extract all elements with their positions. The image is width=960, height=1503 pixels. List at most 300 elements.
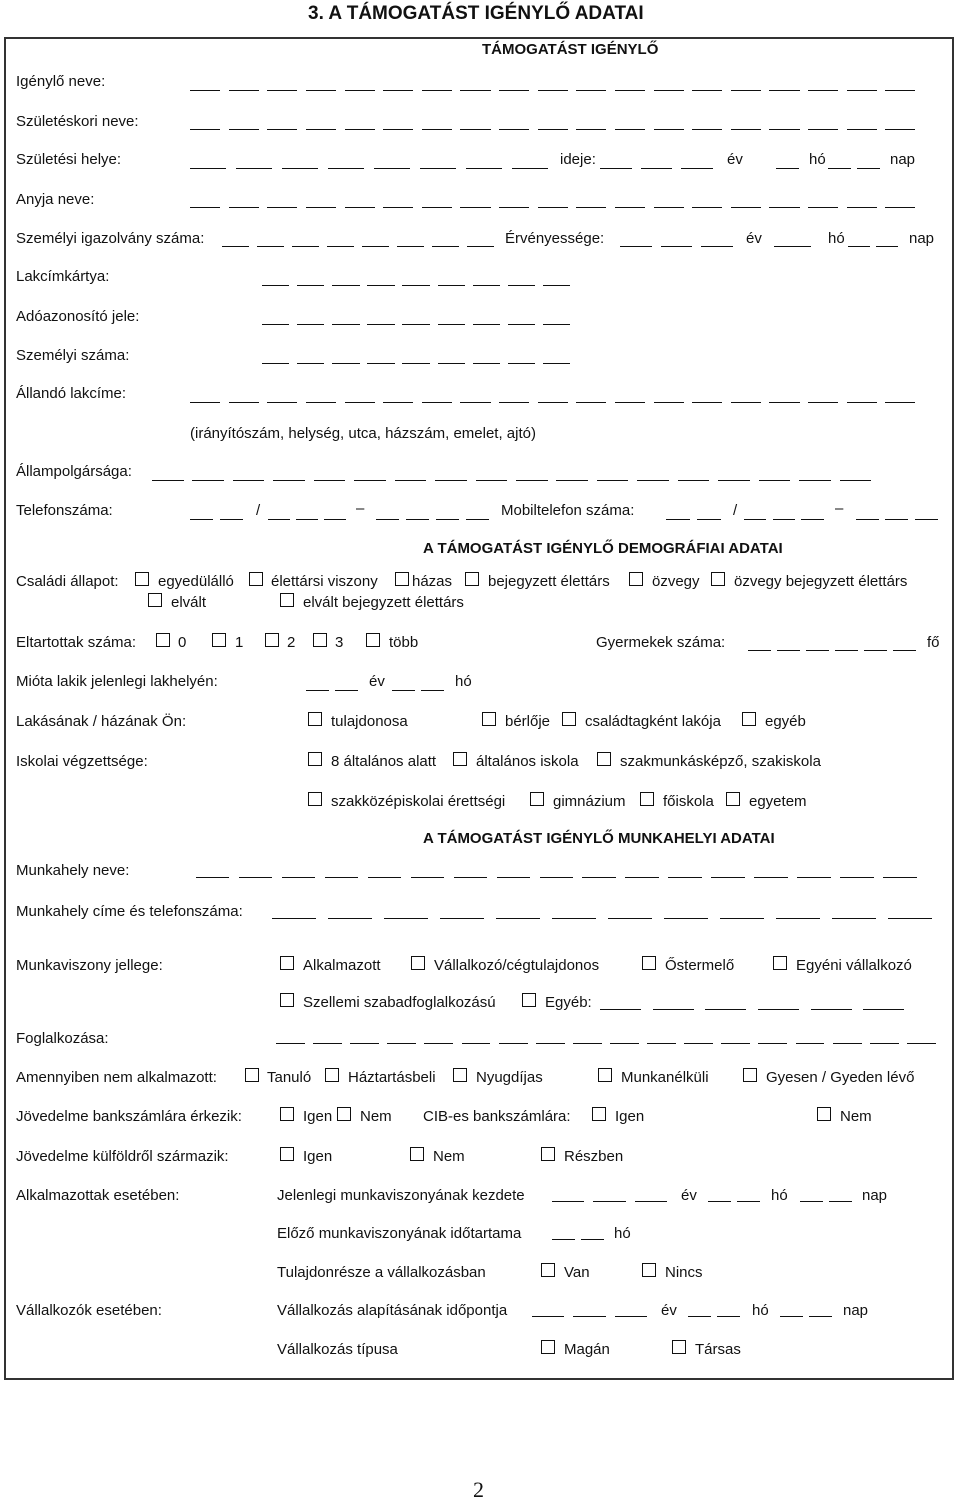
employment-employee-checkbox[interactable] xyxy=(280,956,294,970)
blank-segment xyxy=(422,129,452,130)
workplace-name-field[interactable] xyxy=(196,877,926,879)
mobile-part1-field[interactable] xyxy=(744,519,830,521)
marital-widow-label: özvegy xyxy=(652,573,700,590)
blank-segment xyxy=(476,480,508,481)
housing-family-label: családtagként lakója xyxy=(585,713,721,730)
children-field[interactable] xyxy=(748,650,922,652)
blank-segment xyxy=(661,246,693,247)
blank-segment xyxy=(847,402,877,403)
phone-part1-field[interactable] xyxy=(268,519,352,521)
blank-segment xyxy=(508,324,535,325)
blank-segment xyxy=(497,877,530,878)
citizenship-field[interactable] xyxy=(152,480,880,482)
blank-segment xyxy=(306,402,336,403)
blank-segment xyxy=(576,90,606,91)
dependents-3-label: 3 xyxy=(335,634,344,651)
address-hint: (irányítószám, helység, utca, házszám, emelet, ajtó) xyxy=(190,425,536,442)
dependents-0-label: 0 xyxy=(178,634,187,651)
birth-month-field[interactable] xyxy=(776,168,806,170)
blank-segment xyxy=(610,1043,639,1044)
tax-id-field[interactable] xyxy=(262,324,578,326)
marital-widow-checkbox[interactable] xyxy=(629,572,643,586)
blank-segment xyxy=(856,519,879,520)
blank-segment xyxy=(262,324,289,325)
edu-grammar-checkbox[interactable] xyxy=(530,792,544,806)
marital-married-checkbox[interactable] xyxy=(395,572,409,586)
blank-segment xyxy=(600,1009,641,1010)
workplace-heading: A TÁMOGATÁST IGÉNYLŐ MUNKAHELYI ADATAI xyxy=(423,830,775,847)
bank-no-label: Nem xyxy=(360,1108,392,1125)
blank-segment xyxy=(654,207,684,208)
address-card-field[interactable] xyxy=(262,285,578,287)
blank-segment xyxy=(422,402,452,403)
blank-segment xyxy=(847,129,877,130)
blank-segment xyxy=(327,246,354,247)
blank-segment xyxy=(597,480,629,481)
blank-segment xyxy=(362,246,389,247)
blank-segment xyxy=(512,168,548,169)
blank-segment xyxy=(328,168,364,169)
name-label: Igénylő neve: xyxy=(16,73,106,90)
blank-segment xyxy=(666,519,690,520)
blank-segment xyxy=(864,650,887,651)
blank-segment xyxy=(593,1201,625,1202)
blank-segment xyxy=(422,207,452,208)
current-start-month-field[interactable] xyxy=(708,1201,766,1203)
blank-segment xyxy=(769,207,799,208)
blank-segment xyxy=(883,877,916,878)
dependents-more-checkbox[interactable] xyxy=(366,633,380,647)
blank-segment xyxy=(345,129,375,130)
blank-segment xyxy=(282,168,318,169)
phone-part2-field[interactable] xyxy=(376,519,496,521)
blank-segment xyxy=(236,168,272,169)
blank-segment xyxy=(759,480,791,481)
blank-segment xyxy=(576,402,606,403)
page-number: 2 xyxy=(473,1477,484,1502)
blank-segment xyxy=(697,519,721,520)
marital-divorced-registered-checkbox[interactable] xyxy=(280,593,294,607)
tax-id-label: Adóazonosító jele: xyxy=(16,308,140,325)
bank-label: Jövedelme bankszámlára érkezik: xyxy=(16,1108,242,1125)
blank-segment xyxy=(885,519,908,520)
marital-single-checkbox[interactable] xyxy=(135,572,149,586)
ownership-no-checkbox[interactable] xyxy=(642,1263,656,1277)
blank-segment xyxy=(432,246,459,247)
founding-day-field[interactable] xyxy=(780,1316,838,1318)
blank-segment xyxy=(708,1201,731,1202)
blank-segment xyxy=(538,90,568,91)
validity-year-field[interactable] xyxy=(620,246,742,248)
dependents-2-checkbox[interactable] xyxy=(265,633,279,647)
employment-owner-checkbox[interactable] xyxy=(411,956,425,970)
validity-day-field[interactable] xyxy=(848,246,904,248)
blank-segment xyxy=(152,480,184,481)
blank-segment xyxy=(582,877,615,878)
blank-segment xyxy=(499,1043,528,1044)
blank-segment xyxy=(516,480,548,481)
housing-owner-label: tulajdonosa xyxy=(331,713,408,730)
blank-segment xyxy=(774,246,811,247)
blank-segment xyxy=(654,90,684,91)
children-unit: fő xyxy=(927,634,940,651)
employment-farmer-label: Őstermelő xyxy=(665,957,735,974)
business-type-label: Vállalkozás típusa xyxy=(277,1341,398,1358)
unemployed-jobless-label: Munkanélküli xyxy=(621,1069,709,1086)
entrepreneurs-label: Vállalkozók esetében: xyxy=(16,1302,162,1319)
since-month-unit: hó xyxy=(455,673,472,690)
blank-segment xyxy=(777,650,800,651)
blank-segment xyxy=(576,207,606,208)
blank-segment xyxy=(692,90,722,91)
blank-segment xyxy=(229,402,259,403)
blank-segment xyxy=(306,207,336,208)
blank-segment xyxy=(376,519,399,520)
blank-segment xyxy=(268,519,290,520)
dependents-0-checkbox[interactable] xyxy=(156,633,170,647)
blank-segment xyxy=(276,1043,305,1044)
blank-segment xyxy=(460,402,490,403)
blank-segment xyxy=(731,207,761,208)
employment-self-checkbox[interactable] xyxy=(773,956,787,970)
dependents-more-label: több xyxy=(389,634,419,651)
foreign-yes-checkbox[interactable] xyxy=(280,1147,294,1161)
id-number-field[interactable] xyxy=(222,246,502,248)
unemployed-home-label: Háztartásbeli xyxy=(348,1069,436,1086)
blank-segment xyxy=(635,1201,667,1202)
phone-prefix-field[interactable] xyxy=(190,519,250,521)
blank-segment xyxy=(383,90,413,91)
blank-segment xyxy=(306,90,336,91)
edu-below8-checkbox[interactable] xyxy=(308,752,322,766)
blank-segment xyxy=(711,877,744,878)
blank-segment xyxy=(435,480,467,481)
employment-label: Munkaviszony jellege: xyxy=(16,957,163,974)
marital-widow-registered-checkbox[interactable] xyxy=(711,572,725,586)
blank-segment xyxy=(332,363,359,364)
marital-divorced-checkbox[interactable] xyxy=(148,593,162,607)
foreign-partly-checkbox[interactable] xyxy=(541,1147,555,1161)
blank-segment xyxy=(406,519,429,520)
cib-no-checkbox[interactable] xyxy=(817,1107,831,1121)
mother-name-label: Anyja neve: xyxy=(16,191,95,208)
blank-segment xyxy=(796,1043,825,1044)
blank-segment xyxy=(282,877,315,878)
blank-segment xyxy=(190,519,213,520)
blank-segment xyxy=(806,650,829,651)
phone-dash: – xyxy=(356,500,365,517)
children-label: Gyermekek száma: xyxy=(596,634,726,651)
blank-segment xyxy=(345,402,375,403)
phone-label: Telefonszáma: xyxy=(16,502,113,519)
workplace-address-label: Munkahely címe és telefonszáma: xyxy=(16,903,243,920)
employment-employee-label: Alkalmazott xyxy=(303,957,381,974)
blank-segment xyxy=(267,90,297,91)
blank-segment xyxy=(748,650,771,651)
since-year-field[interactable] xyxy=(306,690,364,692)
blank-segment xyxy=(440,918,484,919)
blank-segment xyxy=(576,129,606,130)
cib-label: CIB-es bankszámlára: xyxy=(423,1108,571,1125)
blank-segment xyxy=(678,480,710,481)
blank-segment xyxy=(438,324,465,325)
mobile-part2-field[interactable] xyxy=(856,519,944,521)
current-start-day-field[interactable] xyxy=(800,1201,858,1203)
since-label: Mióta lakik jelenlegi lakhelyén: xyxy=(16,673,218,690)
blank-segment xyxy=(840,480,872,481)
blank-segment xyxy=(467,246,494,247)
bank-no-checkbox[interactable] xyxy=(337,1107,351,1121)
personal-number-label: Személyi száma: xyxy=(16,347,130,364)
blank-segment xyxy=(573,1043,602,1044)
marital-single-label: egyedülálló xyxy=(158,573,234,590)
blank-segment xyxy=(332,324,359,325)
blank-segment xyxy=(885,90,915,91)
foreign-label: Jövedelme külföldről származik: xyxy=(16,1148,229,1165)
validity-year-unit: év xyxy=(746,230,762,247)
blank-segment xyxy=(637,480,669,481)
founding-date-label: Vállalkozás alapításának időpontja xyxy=(277,1302,508,1319)
blank-segment xyxy=(392,690,415,691)
dependents-label: Eltartottak száma: xyxy=(16,634,137,651)
blank-segment xyxy=(776,168,799,169)
blank-segment xyxy=(267,402,297,403)
birth-name-field[interactable] xyxy=(190,129,924,131)
blank-segment xyxy=(758,1043,787,1044)
blank-segment xyxy=(615,207,645,208)
since-month-field[interactable] xyxy=(392,690,450,692)
blank-segment xyxy=(701,246,733,247)
blank-segment xyxy=(473,324,500,325)
blank-segment xyxy=(367,324,394,325)
blank-segment xyxy=(776,918,820,919)
blank-segment xyxy=(297,324,324,325)
bank-yes-checkbox[interactable] xyxy=(280,1107,294,1121)
founding-year-unit: év xyxy=(661,1302,677,1319)
blank-segment xyxy=(536,1043,565,1044)
blank-segment xyxy=(718,480,750,481)
unemployed-parental-checkbox[interactable] xyxy=(743,1068,757,1082)
unemployed-parental-label: Gyesen / Gyeden lévő xyxy=(766,1069,915,1086)
employment-owner-label: Vállalkozó/cégtulajdonos xyxy=(434,957,600,974)
blank-segment xyxy=(540,877,573,878)
edu-below8-label: 8 általános alatt xyxy=(331,753,437,770)
ownership-yes-checkbox[interactable] xyxy=(541,1263,555,1277)
blank-segment xyxy=(808,129,838,130)
blank-segment xyxy=(460,207,490,208)
section-title: 3. A TÁMOGATÁST IGÉNYLŐ ADATAI xyxy=(308,3,644,24)
blank-segment xyxy=(600,168,632,169)
blank-segment xyxy=(462,1043,491,1044)
blank-segment xyxy=(367,363,394,364)
mobile-dash: – xyxy=(835,500,844,517)
blank-segment xyxy=(717,1316,740,1317)
marital-partner-label: élettársi viszony xyxy=(271,573,378,590)
business-private-checkbox[interactable] xyxy=(541,1340,555,1354)
housing-other-checkbox[interactable] xyxy=(742,712,756,726)
foreign-no-checkbox[interactable] xyxy=(410,1147,424,1161)
blank-segment xyxy=(692,207,722,208)
unemployed-label: Amennyiben nem alkalmazott: xyxy=(16,1069,217,1086)
unemployed-home-checkbox[interactable] xyxy=(325,1068,339,1082)
blank-segment xyxy=(799,480,831,481)
edu-primary-checkbox[interactable] xyxy=(453,752,467,766)
blank-segment xyxy=(335,690,358,691)
blank-segment xyxy=(332,285,359,286)
blank-segment xyxy=(350,1043,379,1044)
foreign-yes-label: Igen xyxy=(303,1148,333,1165)
blank-segment xyxy=(692,129,722,130)
dependents-1-checkbox[interactable] xyxy=(212,633,226,647)
permanent-address-field[interactable] xyxy=(190,402,924,404)
employment-farmer-checkbox[interactable] xyxy=(642,956,656,970)
workplace-address-field[interactable] xyxy=(272,918,944,920)
blank-segment xyxy=(368,877,401,878)
blank-segment xyxy=(190,90,220,91)
blank-segment xyxy=(314,480,346,481)
blank-segment xyxy=(402,363,429,364)
birth-day-unit: nap xyxy=(890,151,916,168)
blank-segment xyxy=(543,363,570,364)
name-field[interactable] xyxy=(190,90,924,92)
blank-segment xyxy=(863,1009,904,1010)
cib-yes-checkbox[interactable] xyxy=(592,1107,606,1121)
blank-segment xyxy=(797,877,830,878)
blank-segment xyxy=(684,1043,713,1044)
employment-other-field[interactable] xyxy=(600,1009,916,1011)
blank-segment xyxy=(325,877,358,878)
employment-other-checkbox[interactable] xyxy=(522,993,536,1007)
validity-month-unit: hó xyxy=(828,230,845,247)
birth-day-field[interactable] xyxy=(828,168,886,170)
blank-segment xyxy=(885,129,915,130)
blank-segment xyxy=(876,246,898,247)
founding-year-field[interactable] xyxy=(532,1316,656,1318)
blank-segment xyxy=(556,480,588,481)
blank-segment xyxy=(454,877,487,878)
blank-segment xyxy=(581,1239,604,1240)
blank-segment xyxy=(688,1316,711,1317)
blank-segment xyxy=(721,1043,750,1044)
blank-segment xyxy=(374,168,410,169)
edu-university-checkbox[interactable] xyxy=(726,792,740,806)
current-start-year-field[interactable] xyxy=(552,1201,676,1203)
blank-segment xyxy=(466,519,489,520)
blank-segment xyxy=(625,877,658,878)
previous-duration-field[interactable] xyxy=(552,1239,610,1241)
edu-college-checkbox[interactable] xyxy=(640,792,654,806)
occupation-field[interactable] xyxy=(276,1043,944,1045)
business-partnership-checkbox[interactable] xyxy=(672,1340,686,1354)
validity-label: Érvényessége: xyxy=(505,230,605,247)
housing-owner-checkbox[interactable] xyxy=(308,712,322,726)
blank-segment xyxy=(473,363,500,364)
blank-segment xyxy=(758,1009,799,1010)
edu-secondary-checkbox[interactable] xyxy=(308,792,322,806)
blank-segment xyxy=(328,918,372,919)
unemployed-student-label: Tanuló xyxy=(267,1069,312,1086)
validity-month-field[interactable] xyxy=(774,246,822,248)
blank-segment xyxy=(229,207,259,208)
housing-tenant-label: bérlője xyxy=(505,713,551,730)
unemployed-jobless-checkbox[interactable] xyxy=(598,1068,612,1082)
blank-segment xyxy=(744,519,766,520)
blank-segment xyxy=(190,168,226,169)
address-card-label: Lakcímkártya: xyxy=(16,268,110,285)
current-start-year-unit: év xyxy=(681,1187,697,1204)
employment-freelance-checkbox[interactable] xyxy=(280,993,294,1007)
blank-segment xyxy=(664,918,708,919)
edu-college-label: főiskola xyxy=(663,793,714,810)
blank-segment xyxy=(808,207,838,208)
blank-segment xyxy=(615,402,645,403)
birth-year-field[interactable] xyxy=(600,168,722,170)
current-start-day-unit: nap xyxy=(862,1187,888,1204)
mother-name-field[interactable] xyxy=(190,207,924,209)
blank-segment xyxy=(460,90,490,91)
blank-segment xyxy=(705,1009,746,1010)
blank-segment xyxy=(267,129,297,130)
housing-tenant-checkbox[interactable] xyxy=(482,712,496,726)
birth-place-field[interactable] xyxy=(190,168,558,170)
edu-secondary-label: szakközépiskolai érettségi xyxy=(331,793,506,810)
validity-day-unit: nap xyxy=(909,230,935,247)
blank-segment xyxy=(808,90,838,91)
blank-segment xyxy=(383,402,413,403)
edu-vocational-checkbox[interactable] xyxy=(597,752,611,766)
founding-month-field[interactable] xyxy=(688,1316,746,1318)
blank-segment xyxy=(233,480,265,481)
employment-self-label: Egyéni vállalkozó xyxy=(796,957,912,974)
blank-segment xyxy=(420,168,456,169)
education-label: Iskolai végzettsége: xyxy=(16,753,148,770)
business-partnership-label: Társas xyxy=(695,1341,741,1358)
blank-segment xyxy=(615,1316,647,1317)
blank-segment xyxy=(296,519,318,520)
mobile-prefix-field[interactable] xyxy=(666,519,728,521)
blank-segment xyxy=(222,246,249,247)
blank-segment xyxy=(847,207,877,208)
blank-segment xyxy=(828,168,851,169)
blank-segment xyxy=(754,877,787,878)
blank-segment xyxy=(720,918,764,919)
blank-segment xyxy=(306,690,329,691)
since-year-unit: év xyxy=(369,673,385,690)
blank-segment xyxy=(272,918,316,919)
blank-segment xyxy=(801,519,823,520)
blank-segment xyxy=(267,207,297,208)
unemployed-retired-checkbox[interactable] xyxy=(453,1068,467,1082)
business-private-label: Magán xyxy=(564,1341,610,1358)
marital-registered-checkbox[interactable] xyxy=(465,572,479,586)
blank-segment xyxy=(438,363,465,364)
unemployed-student-checkbox[interactable] xyxy=(245,1068,259,1082)
blank-segment xyxy=(239,877,272,878)
blank-segment xyxy=(466,168,502,169)
blank-segment xyxy=(552,1239,575,1240)
phone-slash: / xyxy=(256,502,261,519)
blank-segment xyxy=(835,650,858,651)
dependents-3-checkbox[interactable] xyxy=(313,633,327,647)
marital-divorced-label: elvált xyxy=(171,594,207,611)
marital-partner-checkbox[interactable] xyxy=(249,572,263,586)
personal-number-field[interactable] xyxy=(262,363,578,365)
housing-family-checkbox[interactable] xyxy=(562,712,576,726)
permanent-address-label: Állandó lakcíme: xyxy=(16,385,127,402)
blank-segment xyxy=(196,877,229,878)
blank-segment xyxy=(422,90,452,91)
occupation-label: Foglalkozása: xyxy=(16,1030,109,1047)
